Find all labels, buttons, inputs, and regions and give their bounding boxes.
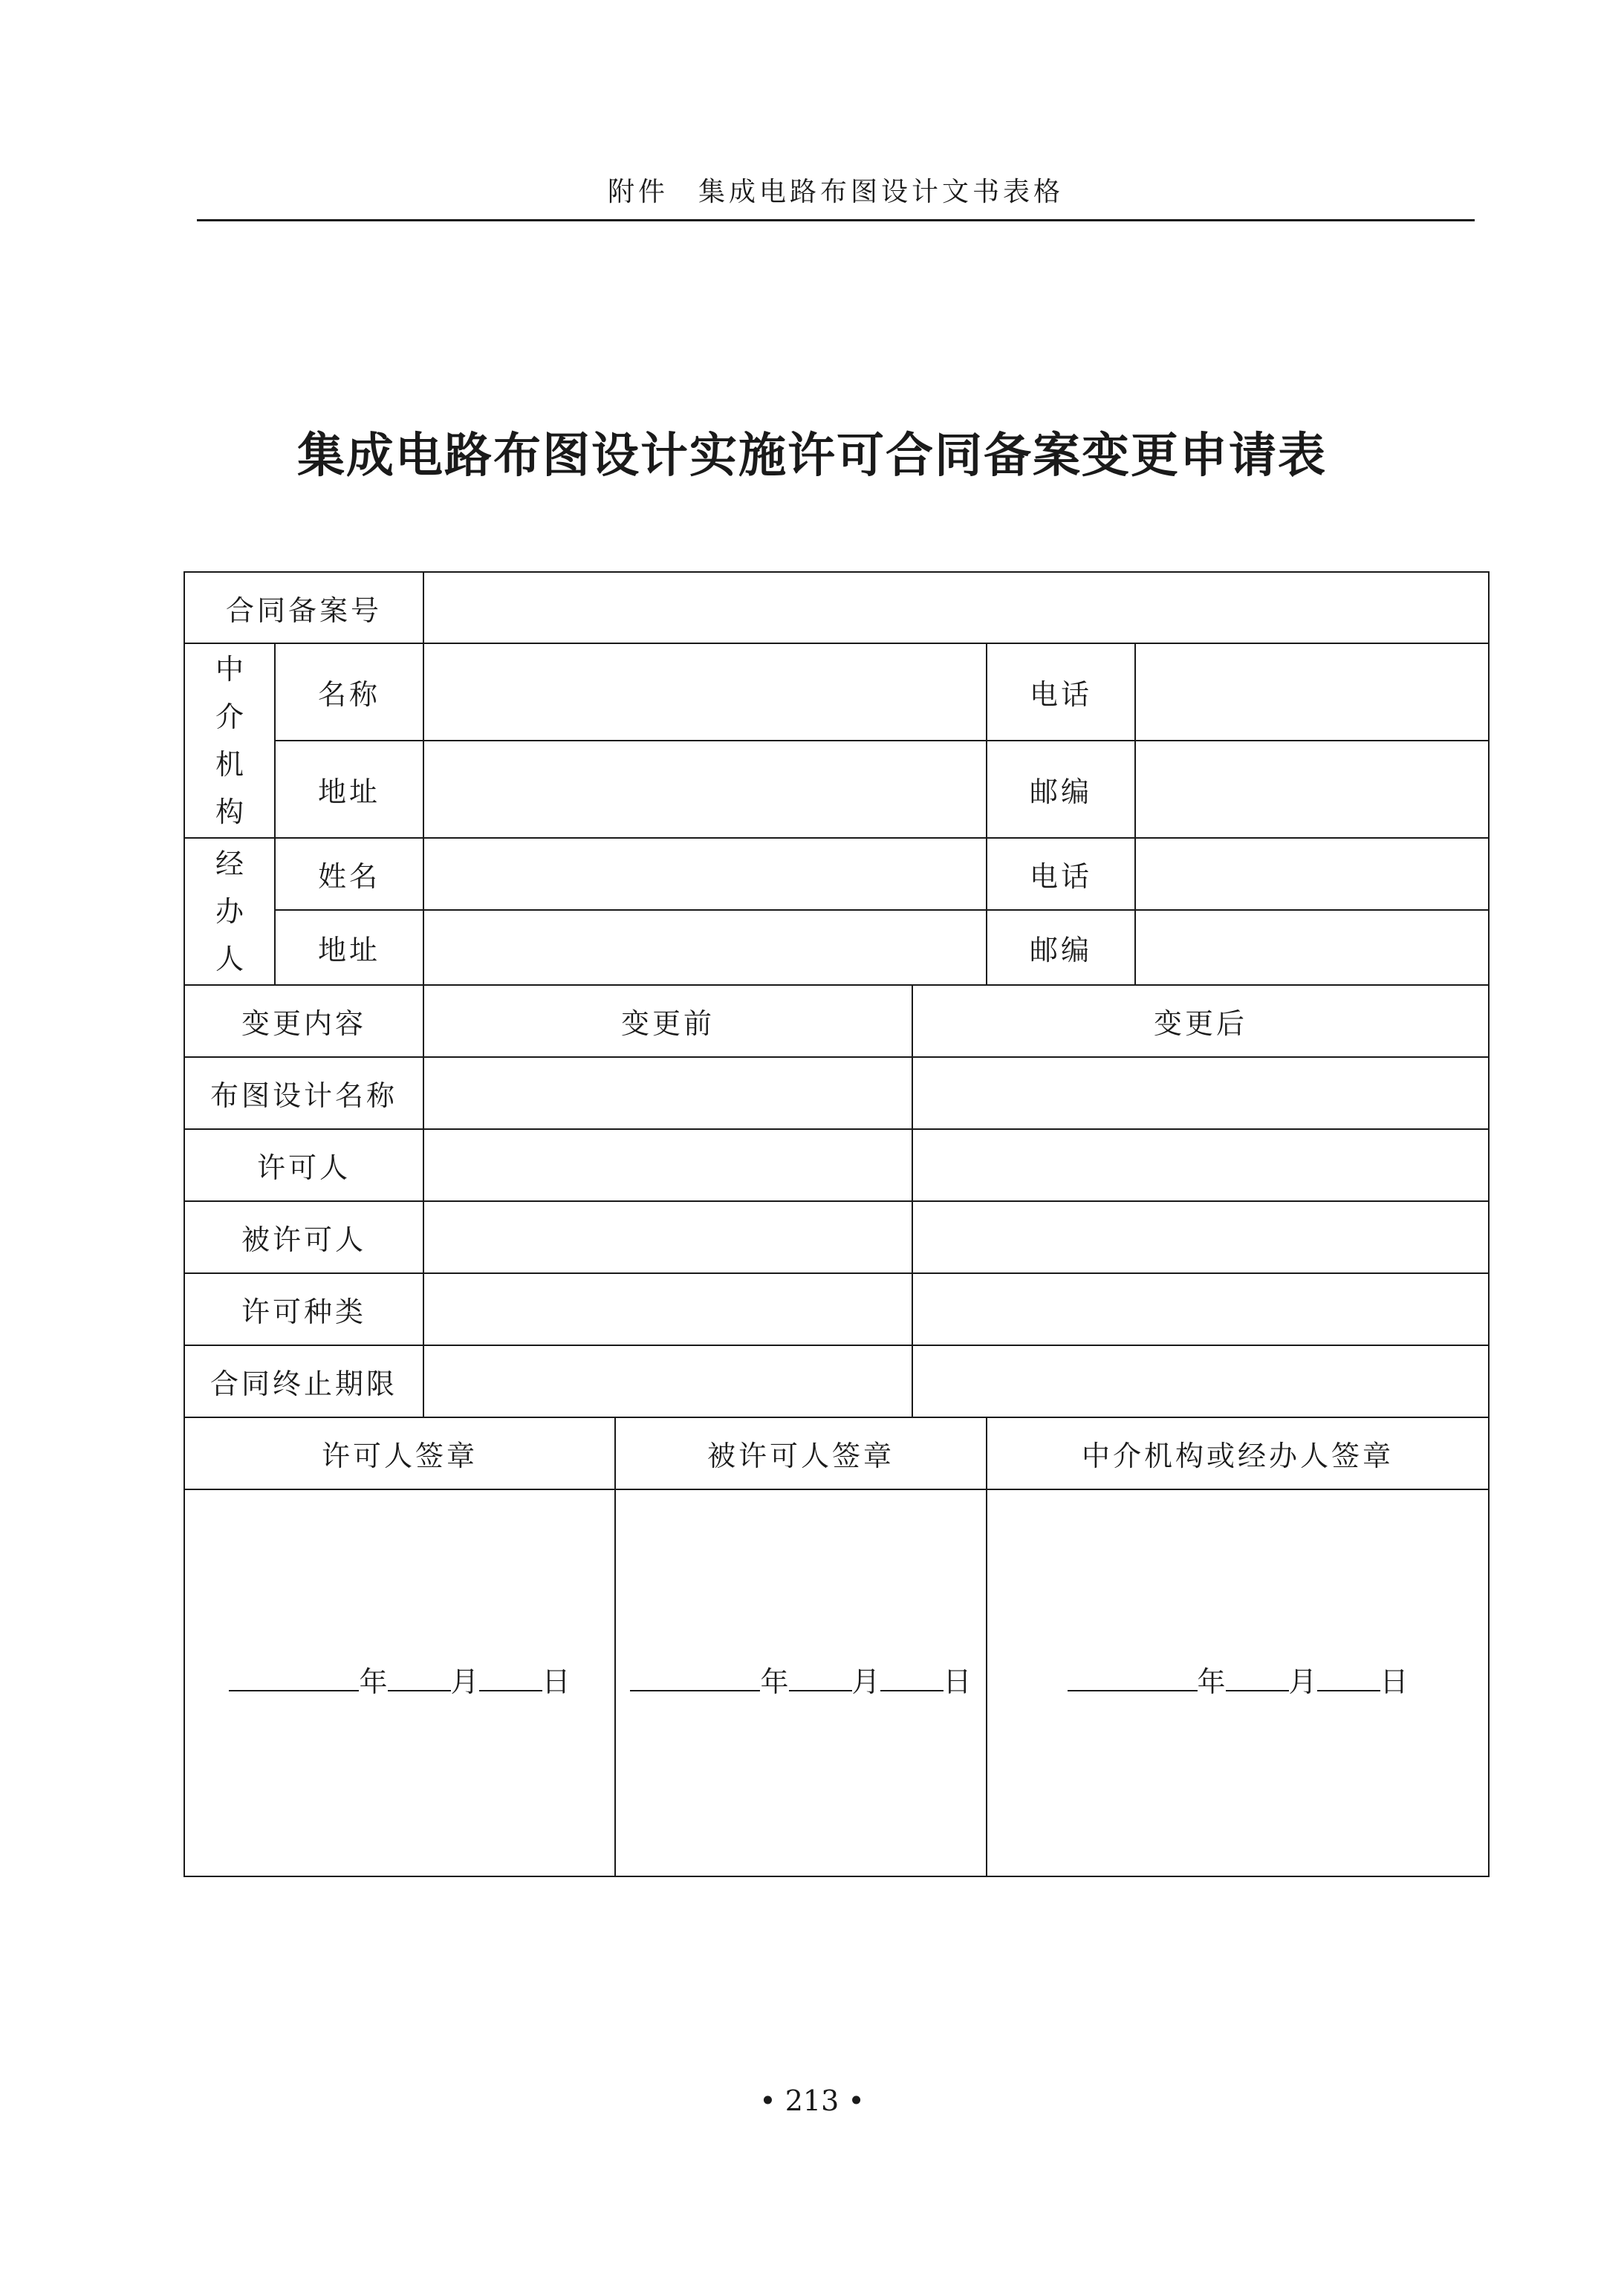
- after-value-field[interactable]: [912, 1273, 1489, 1345]
- after-value-field[interactable]: [912, 1057, 1489, 1129]
- change-item-label: 布图设计名称: [184, 1057, 423, 1129]
- licensee-signature-area[interactable]: [615, 1489, 987, 1876]
- change-row: [184, 1273, 1489, 1345]
- handler-phone-label: 电话: [987, 838, 1135, 910]
- change-item-label: 合同终止期限: [184, 1345, 423, 1417]
- after-value-field[interactable]: [912, 1129, 1489, 1201]
- handler-postcode-field[interactable]: [1135, 910, 1489, 985]
- signature-header-row: [184, 1417, 1489, 1489]
- after-value-field[interactable]: [912, 1345, 1489, 1417]
- change-row: [184, 1345, 1489, 1417]
- handler-group-text: 经 办 人: [215, 848, 244, 975]
- licensor-signature-header: 许可人签章: [184, 1417, 615, 1489]
- agency-group-label: [184, 643, 275, 838]
- change-item-label: 许可种类: [184, 1273, 423, 1345]
- year-blank[interactable]: [630, 1665, 760, 1691]
- day-unit: 日: [542, 1665, 571, 1698]
- agency-signature-header: 中介机构或经办人签章: [987, 1417, 1489, 1489]
- signature-date-line: [616, 1659, 986, 1707]
- after-change-header: 变更后: [912, 985, 1489, 1057]
- year-blank[interactable]: [1068, 1665, 1198, 1691]
- change-item-label: 许可人: [184, 1129, 423, 1201]
- agency-phone-field[interactable]: [1135, 643, 1489, 741]
- handler-name-label: 姓名: [275, 838, 423, 910]
- year-unit: 年: [1197, 1665, 1226, 1698]
- before-value-field[interactable]: [423, 1201, 912, 1273]
- signature-date-line: [185, 1659, 614, 1707]
- licensee-signature-header: 被许可人签章: [615, 1417, 987, 1489]
- contract-number-row: [184, 572, 1489, 643]
- handler-address-row: [184, 910, 1489, 985]
- month-unit: 月: [1288, 1665, 1317, 1698]
- before-value-field[interactable]: [423, 1273, 912, 1345]
- before-value-field[interactable]: [423, 1057, 912, 1129]
- handler-phone-field[interactable]: [1135, 838, 1489, 910]
- handler-name-row: [184, 838, 1489, 910]
- page-header: [197, 171, 1475, 209]
- year-unit: 年: [359, 1665, 388, 1698]
- agency-group-text: 中 介 机 构: [215, 653, 244, 828]
- header-attachment: 附件: [607, 177, 669, 207]
- changes-header-row: [184, 985, 1489, 1057]
- handler-address-field[interactable]: [423, 910, 987, 985]
- licensor-signature-area[interactable]: [184, 1489, 615, 1876]
- month-unit: 月: [851, 1665, 880, 1698]
- page-number: • 213 •: [759, 2084, 865, 2117]
- header-divider: [197, 219, 1475, 221]
- month-blank[interactable]: [789, 1665, 852, 1691]
- signature-date-line: [987, 1659, 1488, 1707]
- day-blank[interactable]: [479, 1665, 542, 1691]
- year-blank[interactable]: [229, 1665, 359, 1691]
- year-unit: 年: [760, 1665, 789, 1698]
- month-blank[interactable]: [388, 1665, 451, 1691]
- header-title: 集成电路布图设计文书表格: [698, 177, 1065, 207]
- after-value-field[interactable]: [912, 1201, 1489, 1273]
- signature-area-row: [184, 1489, 1489, 1876]
- handler-address-label: 地址: [275, 910, 423, 985]
- handler-postcode-label: 邮编: [987, 910, 1135, 985]
- before-value-field[interactable]: [423, 1129, 912, 1201]
- before-value-field[interactable]: [423, 1345, 912, 1417]
- form-title: 集成电路布图设计实施许可合同备案变更申请表: [297, 428, 1327, 484]
- day-blank[interactable]: [880, 1665, 943, 1691]
- change-row: [184, 1201, 1489, 1273]
- agency-name-label: 名称: [275, 643, 423, 741]
- agency-signature-area[interactable]: [987, 1489, 1489, 1876]
- agency-address-label: 地址: [275, 741, 423, 838]
- change-row: [184, 1057, 1489, 1129]
- agency-name-field[interactable]: [423, 643, 987, 741]
- agency-postcode-label: 邮编: [987, 741, 1135, 838]
- day-unit: 日: [1380, 1665, 1409, 1698]
- change-content-header: 变更内容: [184, 985, 423, 1057]
- application-form-table: [183, 571, 1490, 1877]
- agency-phone-label: 电话: [987, 643, 1135, 741]
- contract-number-field[interactable]: [423, 572, 1489, 643]
- agency-name-row: [184, 643, 1489, 741]
- handler-name-field[interactable]: [423, 838, 987, 910]
- month-unit: 月: [450, 1665, 479, 1698]
- day-blank[interactable]: [1317, 1665, 1380, 1691]
- day-unit: 日: [943, 1665, 972, 1698]
- month-blank[interactable]: [1226, 1665, 1289, 1691]
- change-item-label: 被许可人: [184, 1201, 423, 1273]
- handler-group-label: [184, 838, 275, 985]
- change-row: [184, 1129, 1489, 1201]
- contract-number-label: 合同备案号: [184, 572, 423, 643]
- agency-postcode-field[interactable]: [1135, 741, 1489, 838]
- agency-address-row: [184, 741, 1489, 838]
- before-change-header: 变更前: [423, 985, 912, 1057]
- agency-address-field[interactable]: [423, 741, 987, 838]
